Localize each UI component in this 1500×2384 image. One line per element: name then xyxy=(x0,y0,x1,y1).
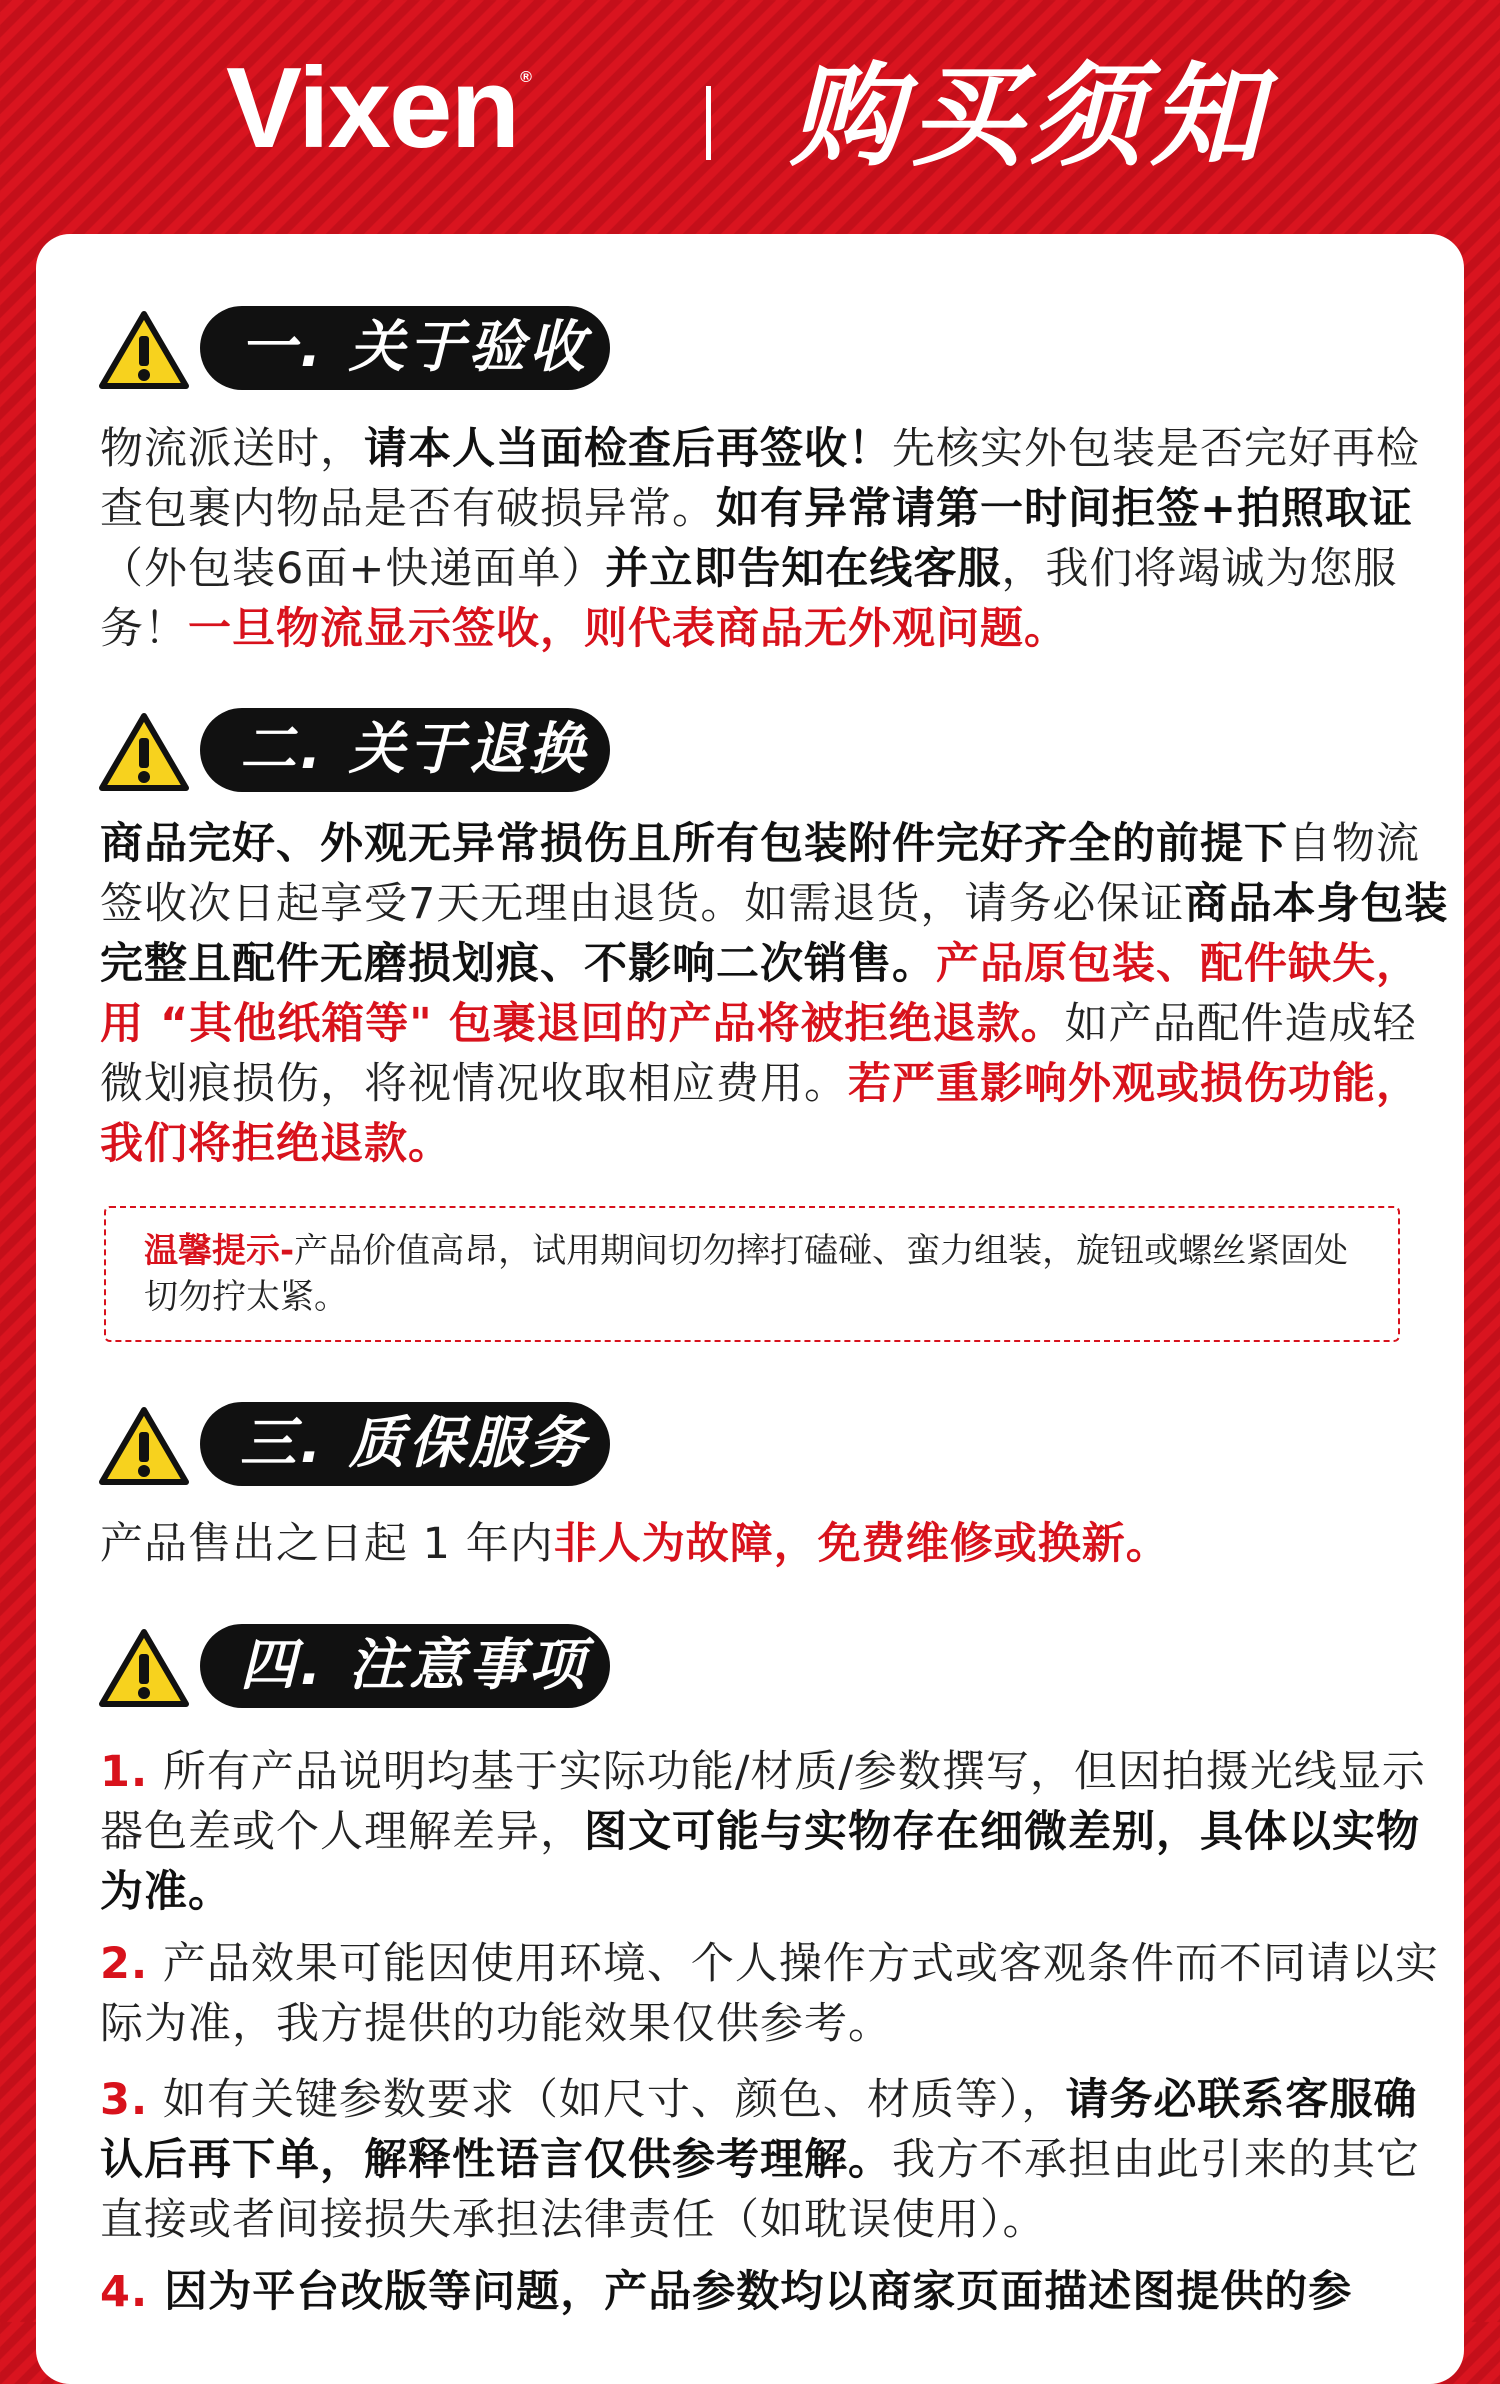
note-item-1 xyxy=(100,1742,1460,1922)
text-run: 物流派送时， xyxy=(100,424,364,474)
header-divider xyxy=(706,86,711,160)
section-warranty-text xyxy=(100,1514,1460,1574)
text-run-bold: 图文可能与实物存在细微差别，具体以实物为准。 xyxy=(100,1807,1420,1917)
text-run-bold: 请务必联系客服确认后再下单，解释性语言仅供参考理解。 xyxy=(100,2075,1418,2185)
section-heading: 二. 关于退换 xyxy=(200,708,610,792)
text-run-bold: 并立即告知在线客服 xyxy=(605,544,1002,594)
text-run: 如产品配件造成轻微划痕损伤，将视情况收取相应费用。 xyxy=(100,999,1417,1109)
section-heading: 四. 注意事项 xyxy=(200,1624,610,1708)
warning-icon xyxy=(98,310,190,390)
brand-logo xyxy=(226,45,530,172)
text-run-bold: 如有异常请第一时间拒签+拍照取证 xyxy=(716,484,1414,534)
page-title: 购买须知 xyxy=(790,52,1270,182)
text-run-bold: 商品完好、外观无异常损伤且所有包装附件完好齐全的前提下 xyxy=(100,819,1288,869)
text-run: （外包装6面+快递面单） xyxy=(100,544,606,594)
text-run-bold: 请本人当面检查后再签收！ xyxy=(364,424,892,474)
text-run: ，我们将竭诚为您服务！ xyxy=(100,544,1398,654)
page-header xyxy=(0,0,1500,232)
warm-tip-box xyxy=(104,1206,1400,1342)
note-number: 4. xyxy=(100,2267,149,2317)
text-run: 我方不承担由此引来的其它直接或者间接损失承担法律责任（如耽误使用）。 xyxy=(100,2135,1420,2245)
text-run-red: 产品原包装、配件缺失，用 “其他纸箱等" 包裹退回的产品将被拒绝退款。 xyxy=(100,939,1420,1049)
section-heading: 一. 关于验收 xyxy=(200,306,610,390)
note-number: 3. xyxy=(100,2075,149,2125)
text-run: 自物流签收次日起享受7天无理由退货。如需退货，请务必保证 xyxy=(100,819,1420,929)
section-returns-text xyxy=(100,814,1460,1174)
text-run-red: 若严重影响外观或损伤功能，我们将拒绝退款。 xyxy=(100,1059,1420,1169)
text-run: 产品效果可能因使用环境、个人操作方式或客观条件而不同请以实际为准，我方提供的功能效果仅供参考。 xyxy=(100,1939,1439,2049)
text-run-red: 非人为故障，免费维修或换新。 xyxy=(553,1519,1170,1569)
text-run: 产品售出之日起 1 年内 xyxy=(100,1519,554,1569)
warning-icon xyxy=(98,712,190,792)
text-run: 所有产品说明均基于实际功能/材质/参数撰写，但因拍摄光线显示器色差或个人理解差异， xyxy=(100,1747,1426,1857)
logo-text: Vixen xyxy=(226,45,519,172)
tip-text: 产品价值高昂，试用期间切勿摔打磕碰、蛮力组装，旋钮或螺丝紧固处切勿拧太紧。 xyxy=(144,1231,1349,1317)
section-acceptance-text xyxy=(100,419,1460,659)
section-heading: 三. 质保服务 xyxy=(200,1402,610,1486)
note-item-3 xyxy=(100,2070,1460,2250)
registered-mark: ® xyxy=(520,69,530,86)
note-item-2 xyxy=(100,1934,1460,2054)
text-run-red: 一旦物流显示签收，则代表商品无外观问题。 xyxy=(188,604,1068,654)
tip-label: 温馨提示- xyxy=(144,1231,295,1271)
note-number: 2. xyxy=(100,1939,149,1989)
warning-icon xyxy=(98,1406,190,1486)
warning-icon xyxy=(98,1628,190,1708)
text-run: 如有关键参数要求（如尺寸、颜色、材质等）， xyxy=(148,2075,1066,2125)
note-item-4 xyxy=(100,2262,1460,2322)
text-run-bold: 因为平台改版等问题，产品参数均以商家页面描述图提供的参 xyxy=(148,2267,1353,2317)
notice-card xyxy=(36,234,1464,2384)
note-number: 1. xyxy=(100,1747,149,1797)
text-run-bold: 商品本身包装完整且配件无磨损划痕、不影响二次销售。 xyxy=(100,879,1449,989)
text-run: 先核实外包装是否完好再检查包裹内物品是否有破损异常。 xyxy=(100,424,1420,534)
